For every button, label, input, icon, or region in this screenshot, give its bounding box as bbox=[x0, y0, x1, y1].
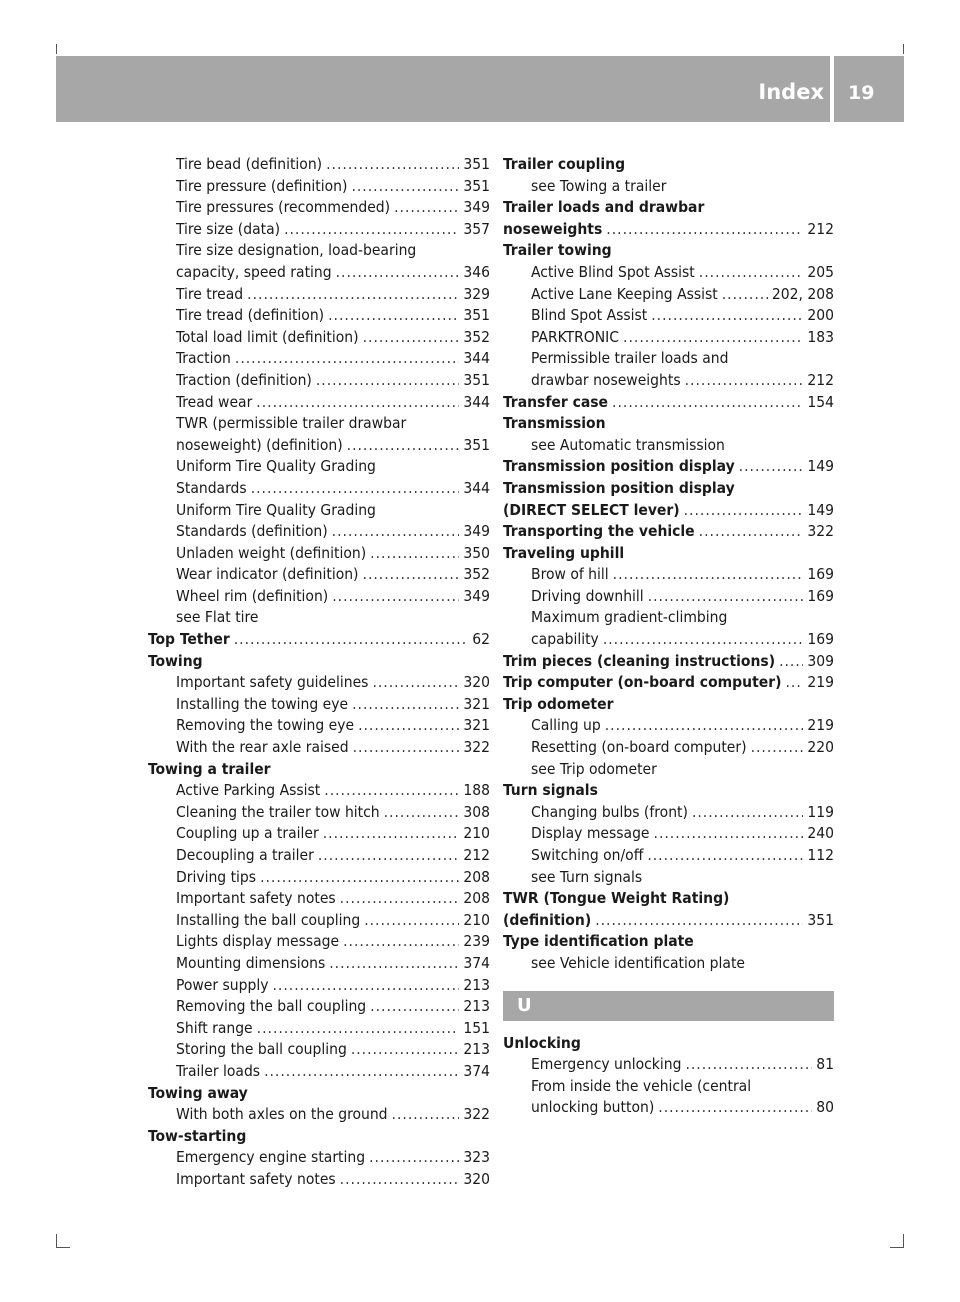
entry-text: Emergency unlocking bbox=[531, 1055, 682, 1074]
index-subentry: see Trip odometer bbox=[531, 759, 657, 778]
index-subentry bbox=[148, 1061, 490, 1083]
leader-dots bbox=[654, 823, 804, 845]
page-reference: 169 bbox=[807, 586, 834, 605]
index-entry: Transmission position display bbox=[503, 478, 735, 497]
leader-dots bbox=[648, 586, 804, 608]
index-subentry bbox=[503, 327, 834, 349]
page-reference: 351 bbox=[463, 435, 490, 454]
page-reference: 344 bbox=[463, 478, 490, 497]
entry-text: unlocking button) bbox=[531, 1098, 655, 1117]
leader-dots bbox=[358, 715, 459, 737]
entry-text: Switching on/off bbox=[531, 846, 644, 864]
leader-dots bbox=[363, 564, 460, 586]
leader-dots bbox=[318, 845, 460, 867]
page-reference: 321 bbox=[463, 694, 490, 713]
index-subentry bbox=[503, 802, 834, 824]
leader-dots bbox=[326, 154, 459, 176]
entry-text: Transfer case bbox=[503, 392, 609, 411]
index-subentry: see Turn signals bbox=[531, 867, 643, 886]
entry-text: (DIRECT SELECT lever) bbox=[503, 500, 680, 519]
index-entry: Trailer coupling bbox=[503, 155, 626, 173]
index-subentry bbox=[148, 219, 490, 241]
crop-mark bbox=[56, 1247, 70, 1248]
leader-dots bbox=[264, 1061, 459, 1083]
index-entry: Towing bbox=[148, 651, 203, 670]
index-subentry bbox=[503, 586, 834, 608]
index-subentry bbox=[148, 715, 490, 737]
page-reference: 208 bbox=[463, 867, 490, 886]
page-reference: 320 bbox=[463, 673, 490, 692]
index-subentry bbox=[148, 845, 490, 867]
index-subentry bbox=[503, 737, 834, 759]
entry-text: Tire pressure (definition) bbox=[176, 176, 348, 195]
page-reference: 346 bbox=[463, 262, 490, 281]
entry-text: Tire tread bbox=[176, 284, 244, 303]
crop-mark bbox=[903, 44, 904, 54]
index-subentry bbox=[503, 370, 834, 392]
entry-text: capacity, speed rating bbox=[176, 262, 332, 281]
entry-text: Important safety notes bbox=[176, 1169, 336, 1188]
index-subentry: Tire size designation, load-bearing bbox=[176, 241, 417, 260]
index-subentry bbox=[148, 975, 490, 997]
page-reference: 81 bbox=[816, 1055, 834, 1074]
entry-text: Removing the ball coupling bbox=[176, 997, 367, 1016]
page-reference: 351 bbox=[463, 306, 490, 325]
index-subentry bbox=[148, 953, 490, 975]
index-subentry bbox=[148, 1169, 490, 1191]
index-entry bbox=[503, 219, 834, 241]
page-reference: 309 bbox=[807, 651, 834, 670]
index-subentry bbox=[148, 521, 490, 543]
leader-dots bbox=[347, 435, 460, 457]
index-subentry bbox=[148, 435, 490, 457]
section-letter-header: U bbox=[503, 991, 834, 1021]
crop-mark bbox=[56, 1234, 57, 1248]
page-reference: 349 bbox=[463, 522, 490, 541]
page-reference: 351 bbox=[463, 370, 490, 389]
index-entry bbox=[503, 672, 834, 694]
page-reference: 119 bbox=[807, 802, 834, 821]
entry-text: (definition) bbox=[503, 910, 592, 929]
leader-dots bbox=[613, 564, 804, 586]
index-entry: Traveling uphill bbox=[503, 543, 625, 562]
entry-text: Standards (definition) bbox=[176, 522, 328, 541]
index-subentry: see Towing a trailer bbox=[531, 176, 667, 195]
index-subentry bbox=[503, 305, 834, 327]
entry-text: Important safety notes bbox=[176, 889, 336, 908]
index-subentry bbox=[503, 564, 834, 586]
leader-dots bbox=[260, 867, 459, 889]
page-reference: 169 bbox=[807, 565, 834, 584]
leader-dots bbox=[372, 672, 459, 694]
entry-text: Trip computer (on-board computer) bbox=[503, 673, 782, 692]
entry-text: Decoupling a trailer bbox=[176, 846, 314, 864]
page-reference: 322 bbox=[463, 1105, 490, 1124]
leader-dots bbox=[251, 478, 460, 500]
index-subentry bbox=[148, 910, 490, 932]
leader-dots bbox=[234, 629, 469, 651]
leader-dots bbox=[692, 802, 803, 824]
index-subentry bbox=[148, 327, 490, 349]
page-reference: 344 bbox=[463, 349, 490, 368]
index-entry: Type identification plate bbox=[503, 932, 694, 951]
leader-dots bbox=[332, 586, 459, 608]
index-entry bbox=[503, 521, 834, 543]
leader-dots bbox=[623, 327, 803, 349]
entry-text: Wear indicator (definition) bbox=[176, 565, 359, 584]
leader-dots bbox=[647, 845, 803, 867]
page-reference: 321 bbox=[463, 716, 490, 735]
page-reference: 322 bbox=[463, 738, 490, 757]
index-entry: Turn signals bbox=[503, 781, 598, 800]
entry-text: Total load limit (definition) bbox=[176, 327, 359, 346]
leader-dots bbox=[256, 392, 459, 414]
page-reference: 183 bbox=[807, 327, 834, 346]
leader-dots bbox=[685, 1054, 812, 1076]
page-reference: 213 bbox=[463, 997, 490, 1016]
leader-dots bbox=[751, 737, 804, 759]
index-subentry bbox=[148, 694, 490, 716]
entry-text: Removing the towing eye bbox=[176, 716, 355, 735]
page-reference: 220 bbox=[807, 738, 834, 757]
page-reference: 149 bbox=[807, 500, 834, 519]
leader-dots bbox=[606, 219, 803, 241]
page-reference: 357 bbox=[463, 219, 490, 238]
index-entry bbox=[503, 910, 834, 932]
entry-text: Unladen weight (definition) bbox=[176, 543, 367, 562]
index-subentry bbox=[148, 996, 490, 1018]
entry-text: Emergency engine starting bbox=[176, 1148, 366, 1167]
page-reference: 329 bbox=[463, 284, 490, 303]
index-subentry bbox=[148, 931, 490, 953]
leader-dots bbox=[353, 737, 460, 759]
entry-text: Coupling up a trailer bbox=[176, 824, 319, 843]
page-reference: 344 bbox=[463, 392, 490, 411]
entry-text: Tread wear bbox=[176, 392, 253, 411]
index-subentry bbox=[503, 715, 834, 737]
index-subentry bbox=[503, 823, 834, 845]
entry-text: Cleaning the trailer tow hitch bbox=[176, 802, 380, 821]
index-entry bbox=[503, 456, 834, 478]
leader-dots bbox=[351, 1039, 460, 1061]
entry-text: Tire pressures (recommended) bbox=[176, 198, 391, 217]
page-reference: 322 bbox=[807, 522, 834, 541]
index-subentry bbox=[148, 176, 490, 198]
page-reference: 212 bbox=[807, 219, 834, 238]
page-reference: 212 bbox=[463, 846, 490, 864]
index-column-right bbox=[503, 154, 834, 1119]
leader-dots bbox=[651, 305, 803, 327]
index-subentry bbox=[148, 154, 490, 176]
leader-dots bbox=[336, 262, 460, 284]
index-entry bbox=[503, 500, 834, 522]
leader-dots bbox=[603, 629, 804, 651]
leader-dots bbox=[392, 1104, 460, 1126]
leader-dots bbox=[685, 370, 804, 392]
index-entry: Trailer loads and drawbar bbox=[503, 198, 705, 217]
index-subentry bbox=[148, 305, 490, 327]
entry-text: Tire tread (definition) bbox=[176, 306, 325, 325]
entry-text: Display message bbox=[531, 824, 650, 843]
page-reference: 323 bbox=[463, 1148, 490, 1167]
entry-text: Transmission position display bbox=[503, 457, 735, 476]
page-reference: 213 bbox=[463, 975, 490, 994]
crop-mark bbox=[56, 44, 57, 54]
index-subentry: Uniform Tire Quality Grading bbox=[176, 500, 376, 519]
index-subentry bbox=[148, 1147, 490, 1169]
page-reference: 149 bbox=[807, 457, 834, 476]
entry-text: noseweights bbox=[503, 219, 603, 238]
index-subentry: see Vehicle identification plate bbox=[531, 953, 745, 972]
index-subentry bbox=[148, 1018, 490, 1040]
leader-dots bbox=[369, 1147, 459, 1169]
index-subentry bbox=[503, 284, 834, 306]
page-reference: 154 bbox=[807, 392, 834, 411]
index-subentry bbox=[503, 845, 834, 867]
index-entry: TWR (Tongue Weight Rating) bbox=[503, 889, 730, 908]
leader-dots bbox=[785, 672, 803, 694]
index-subentry bbox=[148, 348, 490, 370]
entry-text: capability bbox=[531, 630, 599, 649]
leader-dots bbox=[316, 370, 460, 392]
page-reference: 205 bbox=[807, 262, 834, 281]
page-reference: 219 bbox=[807, 716, 834, 735]
entry-text: Resetting (on-board computer) bbox=[531, 738, 747, 757]
leader-dots bbox=[739, 456, 804, 478]
leader-dots bbox=[605, 715, 804, 737]
entry-text: Important safety guidelines bbox=[176, 673, 369, 692]
entry-text: Top Tether bbox=[148, 630, 230, 649]
entry-text: Calling up bbox=[531, 716, 601, 735]
index-subentry bbox=[148, 867, 490, 889]
leader-dots bbox=[323, 823, 460, 845]
entry-text: Installing the towing eye bbox=[176, 694, 349, 713]
page-reference: 352 bbox=[463, 565, 490, 584]
entry-text: Power supply bbox=[176, 975, 269, 994]
index-subentry: From inside the vehicle (central bbox=[531, 1076, 752, 1095]
index-subentry: see Flat tire bbox=[176, 608, 259, 627]
entry-text: Trailer loads bbox=[176, 1061, 261, 1080]
page-reference: 308 bbox=[463, 802, 490, 821]
entry-text: Blind Spot Assist bbox=[531, 306, 648, 325]
leader-dots bbox=[394, 197, 459, 219]
entry-text: PARKTRONIC bbox=[531, 327, 620, 346]
crop-mark bbox=[890, 1247, 904, 1248]
crop-mark bbox=[903, 1234, 904, 1248]
page-reference: 210 bbox=[463, 824, 490, 843]
leader-dots bbox=[343, 931, 459, 953]
index-entry: Tow-starting bbox=[148, 1126, 247, 1145]
page-number: 19 bbox=[848, 82, 875, 104]
page-reference: 112 bbox=[807, 846, 834, 864]
leader-dots bbox=[370, 543, 459, 565]
entry-text: Storing the ball coupling bbox=[176, 1040, 347, 1059]
index-entry: Unlocking bbox=[503, 1033, 581, 1052]
leader-dots bbox=[332, 521, 460, 543]
index-subentry bbox=[148, 370, 490, 392]
page-reference: 351 bbox=[463, 155, 490, 173]
page-reference: 219 bbox=[807, 673, 834, 692]
index-subentry: Uniform Tire Quality Grading bbox=[176, 457, 376, 476]
leader-dots bbox=[329, 953, 459, 975]
index-entry bbox=[148, 629, 490, 651]
index-entry bbox=[503, 392, 834, 414]
index-subentry bbox=[148, 823, 490, 845]
entry-text: Active Blind Spot Assist bbox=[531, 262, 695, 281]
leader-dots bbox=[658, 1097, 812, 1119]
leader-dots bbox=[364, 910, 459, 932]
page-reference: 212 bbox=[807, 370, 834, 389]
entry-text: Trim pieces (cleaning instructions) bbox=[503, 651, 776, 670]
leader-dots bbox=[257, 1018, 460, 1040]
index-subentry bbox=[148, 802, 490, 824]
page-reference: 151 bbox=[463, 1018, 490, 1037]
entry-text: With both axles on the ground bbox=[176, 1105, 388, 1124]
leader-dots bbox=[722, 284, 768, 306]
page-reference: 239 bbox=[463, 932, 490, 951]
leader-dots bbox=[340, 1169, 460, 1191]
entry-text: Standards bbox=[176, 478, 247, 497]
index-column-left bbox=[148, 154, 490, 1191]
page-reference: 349 bbox=[463, 586, 490, 605]
index-subentry bbox=[148, 888, 490, 910]
entry-text: Shift range bbox=[176, 1018, 253, 1037]
leader-dots bbox=[363, 327, 460, 349]
entry-text: Mounting dimensions bbox=[176, 953, 326, 972]
index-subentry bbox=[148, 1039, 490, 1061]
page-reference: 202, 208 bbox=[771, 284, 834, 303]
index-subentry bbox=[148, 392, 490, 414]
index-subentry: Permissible trailer loads and bbox=[531, 349, 729, 368]
page-reference: 374 bbox=[463, 1061, 490, 1080]
entry-text: Installing the ball coupling bbox=[176, 910, 361, 929]
leader-dots bbox=[384, 802, 460, 824]
index-entry: Towing away bbox=[148, 1083, 248, 1102]
leader-dots bbox=[352, 694, 459, 716]
entry-text: Driving downhill bbox=[531, 586, 644, 605]
index-entry: Trip odometer bbox=[503, 694, 614, 713]
leader-dots bbox=[370, 996, 459, 1018]
page-reference: 374 bbox=[463, 953, 490, 972]
index-subentry bbox=[148, 478, 490, 500]
page-reference: 80 bbox=[816, 1098, 834, 1117]
leader-dots bbox=[595, 910, 803, 932]
leader-dots bbox=[699, 262, 804, 284]
leader-dots bbox=[351, 176, 459, 198]
entry-text: Active Lane Keeping Assist bbox=[531, 284, 718, 303]
index-entry: Trailer towing bbox=[503, 241, 612, 260]
entry-text: drawbar noseweights bbox=[531, 370, 681, 389]
page-reference: 210 bbox=[463, 910, 490, 929]
index-subentry bbox=[148, 780, 490, 802]
page-reference: 208 bbox=[463, 889, 490, 908]
index-subentry bbox=[148, 1104, 490, 1126]
index-entry: Transmission bbox=[503, 414, 606, 433]
index-subentry bbox=[503, 629, 834, 651]
leader-dots bbox=[612, 392, 803, 414]
entry-text: With the rear axle raised bbox=[176, 738, 349, 757]
index-subentry bbox=[148, 284, 490, 306]
page-reference: 200 bbox=[807, 306, 834, 325]
page-reference: 320 bbox=[463, 1169, 490, 1188]
leader-dots bbox=[247, 284, 459, 306]
index-subentry bbox=[503, 1097, 834, 1119]
page-reference: 188 bbox=[463, 781, 490, 800]
index-subentry bbox=[148, 672, 490, 694]
index-entry: Towing a trailer bbox=[148, 759, 271, 778]
entry-text: Lights display message bbox=[176, 932, 340, 951]
index-subentry bbox=[148, 543, 490, 565]
leader-dots bbox=[340, 888, 460, 910]
index-subentry bbox=[148, 564, 490, 586]
page-reference: 350 bbox=[463, 543, 490, 562]
entry-text: Transporting the vehicle bbox=[503, 522, 695, 541]
entry-text: noseweight) (definition) bbox=[176, 435, 343, 454]
index-subentry bbox=[148, 737, 490, 759]
entry-text: Tire size (data) bbox=[176, 219, 281, 238]
leader-dots bbox=[324, 780, 459, 802]
leader-dots bbox=[684, 500, 804, 522]
page-reference: 349 bbox=[463, 198, 490, 217]
leader-dots bbox=[779, 651, 803, 673]
entry-text: Driving tips bbox=[176, 867, 257, 886]
entry-text: Traction (definition) bbox=[176, 370, 312, 389]
page-reference: 351 bbox=[463, 176, 490, 195]
entry-text: Brow of hill bbox=[531, 565, 609, 584]
index-entry bbox=[503, 651, 834, 673]
page-reference: 213 bbox=[463, 1040, 490, 1059]
page-title: Index bbox=[758, 80, 824, 104]
header-divider bbox=[830, 56, 834, 122]
index-subentry bbox=[503, 262, 834, 284]
leader-dots bbox=[328, 305, 459, 327]
leader-dots bbox=[235, 348, 459, 370]
entry-text: Tire bead (definition) bbox=[176, 155, 323, 173]
index-subentry: see Automatic transmission bbox=[531, 435, 725, 454]
index-subentry bbox=[148, 262, 490, 284]
index-subentry bbox=[503, 1054, 834, 1076]
entry-text: Traction bbox=[176, 349, 231, 368]
entry-text: Active Parking Assist bbox=[176, 781, 321, 800]
page-reference: 352 bbox=[463, 327, 490, 346]
page-reference: 169 bbox=[807, 630, 834, 649]
page-reference: 351 bbox=[807, 910, 834, 929]
page-reference: 240 bbox=[807, 824, 834, 843]
leader-dots bbox=[272, 975, 459, 997]
index-subentry: Maximum gradient-climbing bbox=[531, 608, 728, 627]
leader-dots bbox=[284, 219, 459, 241]
entry-text: Changing bulbs (front) bbox=[531, 802, 688, 821]
leader-dots bbox=[699, 521, 804, 543]
page-reference: 62 bbox=[472, 630, 490, 649]
index-subentry: TWR (permissible trailer drawbar bbox=[176, 414, 407, 433]
index-subentry bbox=[148, 197, 490, 219]
entry-text: Wheel rim (definition) bbox=[176, 586, 329, 605]
index-subentry bbox=[148, 586, 490, 608]
